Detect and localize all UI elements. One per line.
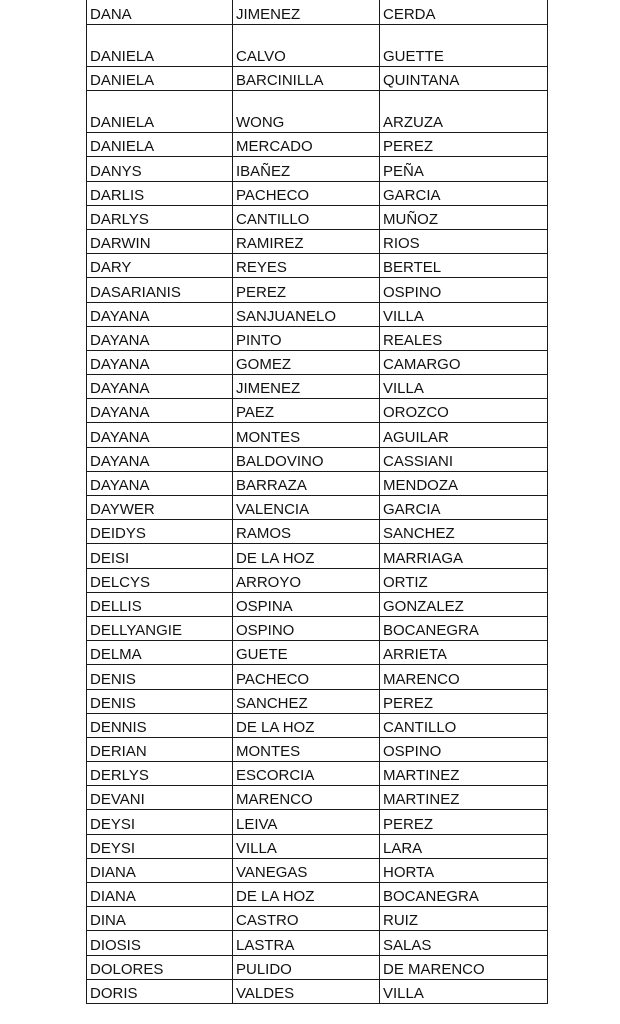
last-name-2-cell: MARRIAGA [380, 544, 548, 568]
table-row [87, 399, 548, 423]
last-name-1-cell: LEIVA [233, 810, 380, 834]
last-name-2-cell: VILLA [380, 375, 548, 399]
first-name-cell: DENIS [87, 665, 233, 689]
last-name-2-cell: CERDA [380, 0, 548, 25]
first-name-cell: DORIS [87, 979, 233, 1003]
table-row [87, 689, 548, 713]
last-name-1-cell: DE LA HOZ [233, 883, 380, 907]
last-name-1-cell: RAMIREZ [233, 229, 380, 253]
table-row [87, 205, 548, 229]
table-row [87, 616, 548, 640]
first-name-cell: DANIELA [87, 25, 233, 67]
first-name-cell: DARWIN [87, 229, 233, 253]
last-name-2-cell: ORTIZ [380, 568, 548, 592]
last-name-1-cell: ARROYO [233, 568, 380, 592]
last-name-1-cell: CANTILLO [233, 205, 380, 229]
last-name-2-cell: CANTILLO [380, 713, 548, 737]
last-name-1-cell: VILLA [233, 834, 380, 858]
table-row [87, 229, 548, 253]
last-name-1-cell: CALVO [233, 25, 380, 67]
first-name-cell: DIOSIS [87, 931, 233, 955]
first-name-cell: DANYS [87, 157, 233, 181]
last-name-2-cell: MARTINEZ [380, 762, 548, 786]
last-name-2-cell: VILLA [380, 302, 548, 326]
last-name-2-cell: OSPINO [380, 737, 548, 761]
last-name-2-cell: BERTEL [380, 254, 548, 278]
table-row [87, 979, 548, 1003]
table-row [87, 592, 548, 616]
last-name-2-cell: GARCIA [380, 181, 548, 205]
last-name-1-cell: JIMENEZ [233, 0, 380, 25]
first-name-cell: DARLYS [87, 205, 233, 229]
last-name-1-cell: MONTES [233, 423, 380, 447]
table-row [87, 883, 548, 907]
last-name-1-cell: DE LA HOZ [233, 713, 380, 737]
first-name-cell: DEIDYS [87, 520, 233, 544]
last-name-2-cell: MENDOZA [380, 471, 548, 495]
names-sheet [86, 0, 547, 1004]
last-name-1-cell: PACHECO [233, 181, 380, 205]
last-name-1-cell: BALDOVINO [233, 447, 380, 471]
first-name-cell: DIANA [87, 883, 233, 907]
last-name-2-cell: RIOS [380, 229, 548, 253]
last-name-2-cell: CAMARGO [380, 350, 548, 374]
table-row [87, 762, 548, 786]
last-name-2-cell: BOCANEGRA [380, 883, 548, 907]
table-row [87, 302, 548, 326]
table-row [87, 834, 548, 858]
first-name-cell: DELCYS [87, 568, 233, 592]
table-row [87, 423, 548, 447]
last-name-1-cell: PULIDO [233, 955, 380, 979]
first-name-cell: DINA [87, 907, 233, 931]
table-row [87, 737, 548, 761]
last-name-2-cell: AGUILAR [380, 423, 548, 447]
last-name-2-cell: MARTINEZ [380, 786, 548, 810]
last-name-1-cell: ESCORCIA [233, 762, 380, 786]
first-name-cell: DOLORES [87, 955, 233, 979]
first-name-cell: DELMA [87, 641, 233, 665]
last-name-2-cell: REALES [380, 326, 548, 350]
last-name-1-cell: OSPINA [233, 592, 380, 616]
last-name-2-cell: PEÑA [380, 157, 548, 181]
last-name-1-cell: MERCADO [233, 133, 380, 157]
table-row [87, 496, 548, 520]
first-name-cell: DANA [87, 0, 233, 25]
first-name-cell: DAYANA [87, 399, 233, 423]
table-row [87, 544, 548, 568]
last-name-2-cell: RUIZ [380, 907, 548, 931]
last-name-2-cell: SANCHEZ [380, 520, 548, 544]
last-name-1-cell: PAEZ [233, 399, 380, 423]
first-name-cell: DAYANA [87, 302, 233, 326]
table-row [87, 375, 548, 399]
table-row [87, 67, 548, 91]
last-name-1-cell: MARENCO [233, 786, 380, 810]
table-row [87, 665, 548, 689]
last-name-1-cell: VANEGAS [233, 858, 380, 882]
first-name-cell: DAYANA [87, 423, 233, 447]
table-row [87, 254, 548, 278]
last-name-1-cell: RAMOS [233, 520, 380, 544]
first-name-cell: DEISI [87, 544, 233, 568]
first-name-cell: DANIELA [87, 133, 233, 157]
last-name-1-cell: GOMEZ [233, 350, 380, 374]
last-name-1-cell: SANJUANELO [233, 302, 380, 326]
last-name-1-cell: LASTRA [233, 931, 380, 955]
table-row [87, 447, 548, 471]
table-row [87, 810, 548, 834]
last-name-1-cell: PACHECO [233, 665, 380, 689]
names-table [86, 0, 548, 1004]
table-row [87, 858, 548, 882]
last-name-1-cell: DE LA HOZ [233, 544, 380, 568]
last-name-2-cell: CASSIANI [380, 447, 548, 471]
table-row [87, 520, 548, 544]
first-name-cell: DEVANI [87, 786, 233, 810]
table-row [87, 278, 548, 302]
last-name-1-cell: PINTO [233, 326, 380, 350]
last-name-2-cell: MUÑOZ [380, 205, 548, 229]
table-row [87, 568, 548, 592]
first-name-cell: DERIAN [87, 737, 233, 761]
first-name-cell: DERLYS [87, 762, 233, 786]
table-row [87, 955, 548, 979]
last-name-2-cell: PEREZ [380, 133, 548, 157]
names-table-body [87, 0, 548, 1003]
last-name-1-cell: IBAÑEZ [233, 157, 380, 181]
first-name-cell: DENNIS [87, 713, 233, 737]
last-name-1-cell: OSPINO [233, 616, 380, 640]
first-name-cell: DAYANA [87, 350, 233, 374]
first-name-cell: DANIELA [87, 67, 233, 91]
last-name-2-cell: PEREZ [380, 810, 548, 834]
last-name-2-cell: GUETTE [380, 25, 548, 67]
table-row [87, 641, 548, 665]
table-row [87, 157, 548, 181]
last-name-2-cell: GONZALEZ [380, 592, 548, 616]
first-name-cell: DANIELA [87, 91, 233, 133]
first-name-cell: DAYANA [87, 375, 233, 399]
last-name-2-cell: OSPINO [380, 278, 548, 302]
last-name-2-cell: MARENCO [380, 665, 548, 689]
first-name-cell: DELLIS [87, 592, 233, 616]
last-name-1-cell: BARRAZA [233, 471, 380, 495]
last-name-1-cell: CASTRO [233, 907, 380, 931]
last-name-1-cell: REYES [233, 254, 380, 278]
last-name-1-cell: PEREZ [233, 278, 380, 302]
last-name-2-cell: ARZUZA [380, 91, 548, 133]
table-row [87, 133, 548, 157]
first-name-cell: DELLYANGIE [87, 616, 233, 640]
last-name-2-cell: PEREZ [380, 689, 548, 713]
last-name-1-cell: JIMENEZ [233, 375, 380, 399]
first-name-cell: DAYANA [87, 471, 233, 495]
table-row [87, 181, 548, 205]
first-name-cell: DARY [87, 254, 233, 278]
first-name-cell: DASARIANIS [87, 278, 233, 302]
last-name-1-cell: VALDES [233, 979, 380, 1003]
first-name-cell: DAYWER [87, 496, 233, 520]
first-name-cell: DEYSI [87, 834, 233, 858]
table-row [87, 471, 548, 495]
last-name-1-cell: VALENCIA [233, 496, 380, 520]
first-name-cell: DAYANA [87, 447, 233, 471]
table-row [87, 350, 548, 374]
last-name-1-cell: WONG [233, 91, 380, 133]
last-name-2-cell: QUINTANA [380, 67, 548, 91]
last-name-2-cell: OROZCO [380, 399, 548, 423]
first-name-cell: DARLIS [87, 181, 233, 205]
table-row [87, 713, 548, 737]
table-row [87, 931, 548, 955]
last-name-2-cell: ARRIETA [380, 641, 548, 665]
last-name-1-cell: MONTES [233, 737, 380, 761]
table-row [87, 907, 548, 931]
last-name-2-cell: SALAS [380, 931, 548, 955]
first-name-cell: DEYSI [87, 810, 233, 834]
table-row [87, 91, 548, 133]
last-name-2-cell: LARA [380, 834, 548, 858]
first-name-cell: DAYANA [87, 326, 233, 350]
first-name-cell: DENIS [87, 689, 233, 713]
table-row [87, 326, 548, 350]
table-row [87, 25, 548, 67]
last-name-2-cell: GARCIA [380, 496, 548, 520]
last-name-2-cell: VILLA [380, 979, 548, 1003]
last-name-1-cell: BARCINILLA [233, 67, 380, 91]
first-name-cell: DIANA [87, 858, 233, 882]
last-name-2-cell: DE MARENCO [380, 955, 548, 979]
last-name-1-cell: SANCHEZ [233, 689, 380, 713]
last-name-1-cell: GUETE [233, 641, 380, 665]
last-name-2-cell: BOCANEGRA [380, 616, 548, 640]
table-row [87, 0, 548, 25]
table-row [87, 786, 548, 810]
last-name-2-cell: HORTA [380, 858, 548, 882]
